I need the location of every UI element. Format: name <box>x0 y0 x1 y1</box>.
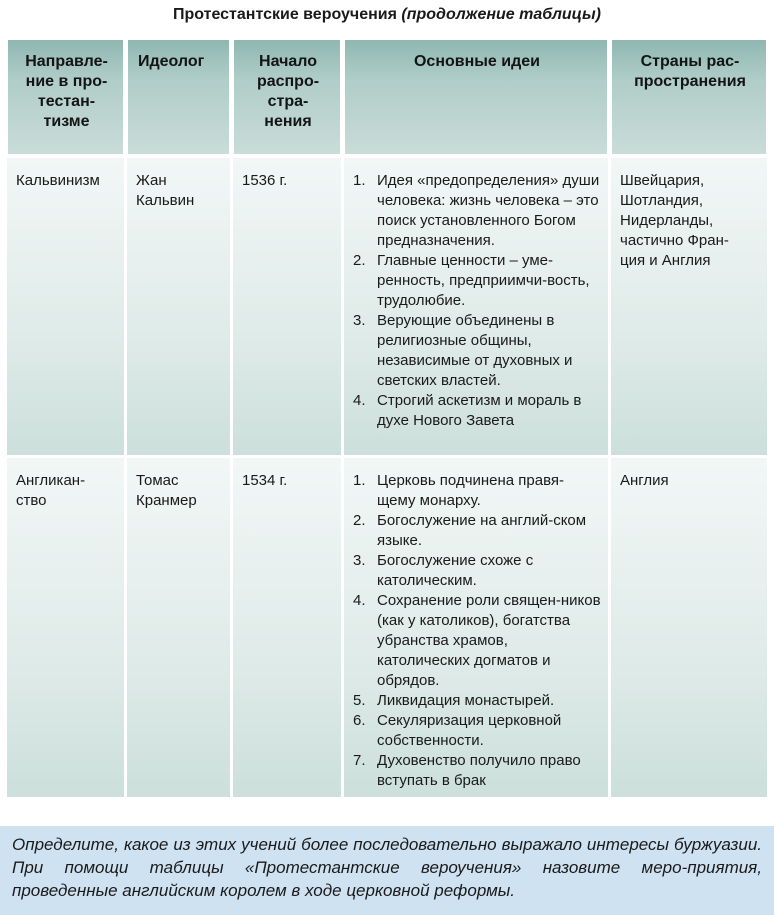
cell-ideologist <box>127 458 230 797</box>
cell-countries <box>611 458 767 797</box>
cell-ideas <box>344 158 608 455</box>
header-ideas-text: Основные идеи <box>413 53 540 70</box>
ideologist-text: Томас Кранмер <box>136 472 197 509</box>
question-text: Определите, какое из этих учений более последовательно выражало интересы буржуазии. При помощи таблицы «Протестантские вероучения» назовите меро-приятия, проведенные английским королем в ходе церковной реформы. <box>12 835 762 900</box>
title-main: Протестантские вероучения <box>172 6 397 23</box>
ideologist-text: Жан Кальвин <box>136 172 195 209</box>
idea-text: Строгий аскетизм и мораль в духе Нового Завета <box>377 392 582 429</box>
idea-text: Духовенство получило право вступать в брак <box>377 752 581 789</box>
protestant-doctrines-table <box>4 36 770 800</box>
cell-start <box>233 158 341 455</box>
header-direction-text: Направле- ние в про- тестан- тизме <box>25 53 108 130</box>
ideas-list <box>353 471 602 791</box>
table-row <box>7 458 767 797</box>
header-start <box>233 39 341 155</box>
list-item: 6. Секуляризация церковной собственности. <box>353 712 562 749</box>
start-text: 1536 г. <box>242 172 288 189</box>
list-item: 1. Идея «предопределения» души человека: жизнь человека – это поиск установленного Богом предназначения. <box>353 172 600 249</box>
direction-text: Кальвинизм <box>16 172 100 189</box>
direction-text: Англикан- ство <box>16 472 86 509</box>
cell-direction <box>7 158 124 455</box>
header-ideologist-text: Идеолог <box>138 53 205 70</box>
header-row <box>7 39 767 155</box>
header-ideologist <box>127 39 230 155</box>
idea-text: Главные ценности – уме-ренность, предприимчи-вость, трудолюбие. <box>377 252 590 309</box>
cell-ideas <box>344 458 608 797</box>
idea-text: Богослужение схоже с католическим. <box>377 552 534 589</box>
header-countries-text: Страны рас- пространения <box>634 53 746 90</box>
idea-text: Ликвидация монастырей. <box>377 692 555 709</box>
list-item: 3. Богослужение схоже с католическим. <box>353 552 534 589</box>
list-item: 4. Сохранение роли священ-ников (как у католиков), богатства убранства храмов, католических догматов и обрядов. <box>353 592 601 689</box>
list-item: 4. Строгий аскетизм и мораль в духе Нового Завета <box>353 392 582 429</box>
idea-text: Верующие объединены в религиозные общины, независимые от духовных и светских властей. <box>377 312 573 389</box>
list-item: 5. Ликвидация монастырей. <box>353 692 555 709</box>
title-continuation: (продолжение таблицы) <box>401 6 602 23</box>
idea-text: Секуляризация церковной собственности. <box>377 712 562 749</box>
question-box <box>0 826 774 915</box>
header-ideas <box>344 39 608 155</box>
list-item: 3. Верующие объединены в религиозные общины, независимые от духовных и светских властей. <box>353 312 573 389</box>
list-item: 1. Церковь подчинена правя-щему монарху. <box>353 472 565 509</box>
countries-text: Швейцария, Шотландия, Нидерланды, частично Фран- ция и Англия <box>620 172 729 269</box>
cell-start <box>233 458 341 797</box>
list-item: 7. Духовенство получило право вступать в брак <box>353 752 581 789</box>
cell-countries <box>611 158 767 455</box>
idea-text: Сохранение роли священ-ников (как у католиков), богатства убранства храмов, католических догматов и обрядов. <box>377 592 601 689</box>
cell-ideologist <box>127 158 230 455</box>
header-countries <box>611 39 767 155</box>
start-text: 1534 г. <box>242 472 288 489</box>
header-direction <box>7 39 124 155</box>
list-item: 2. Главные ценности – уме-ренность, предприимчи-вость, трудолюбие. <box>353 252 590 309</box>
ideas-list <box>353 171 602 431</box>
idea-text: Богослужение на англий-ском языке. <box>377 512 587 549</box>
idea-text: Идея «предопределения» души человека: жизнь человека – это поиск установленного Богом предназначения. <box>377 172 600 249</box>
cell-direction <box>7 458 124 797</box>
countries-text: Англия <box>620 472 669 489</box>
table-row <box>7 158 767 455</box>
table-title <box>0 6 774 24</box>
list-item: 2. Богослужение на англий-ском языке. <box>353 512 587 549</box>
header-start-text: Начало распро- стра- нения <box>256 53 320 130</box>
idea-text: Церковь подчинена правя-щему монарху. <box>377 472 565 509</box>
